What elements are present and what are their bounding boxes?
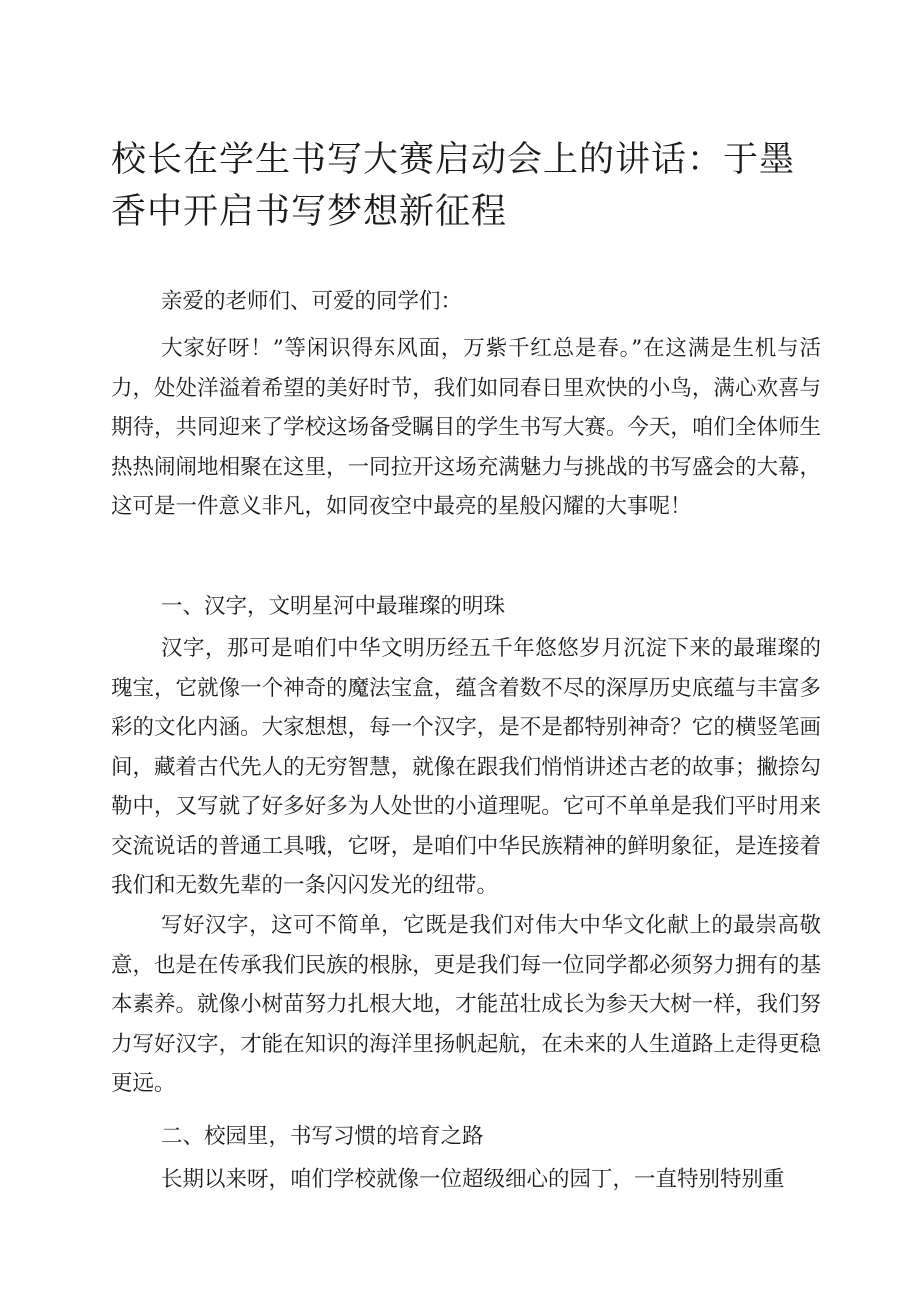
section-heading-2: 二、校园里，书写习惯的培育之路 bbox=[161, 1124, 484, 1149]
paragraph-campus: 长期以来呀，咱们学校就像一位超级细心的园丁，一直特别特别重 bbox=[161, 1167, 785, 1192]
greeting: 亲爱的老师们、可爱的同学们： bbox=[161, 289, 463, 314]
paragraph-hanzi: 汉字，那可是咱们中华文明历经五千年悠悠岁月沉淀下来的最璀璨的瑰宝，它就像一个神奇的魔法宝盒，蕴含着数不尽的深厚历史底蕴与丰富多彩的文化内涵。大家想想，每一个汉字，是不是都特别神奇？它的横竖笔画间，藏着古代先人的无穷智慧，就像在跟我们悄悄讲述古老的故事；撇捺勾勒中，又写就了好多好多为人处世的小道理呢。它可不单单是我们平时用来交流说话的普通工具哦，它呀，是咱们中华民族精神的鲜明象征，是连接着我们和无数先辈的一条闪闪发光的纽带。 bbox=[111, 636, 821, 898]
document-title: 校长在学生书写大赛启动会上的讲话：于墨香中开启书写梦想新征程 bbox=[111, 140, 796, 232]
paragraph-intro: 大家好呀！”等闲识得东风面，万紫千红总是春。”在这满是生机与活力，处处洋溢着希望的美好时节，我们如同春日里欢快的小鸟，满心欢喜与期待，共同迎来了学校这场备受瞩目的学生书写大赛。今天，咱们全体师生热热闹闹地相聚在这里，一同拉开这场充满魅力与挑战的书写盛会的大幕，这可是一件意义非凡，如同夜空中最亮的星般闪耀的大事呢！ bbox=[111, 336, 821, 519]
paragraph-writing-well: 写好汉字，这可不简单，它既是我们对伟大中华文化献上的最崇高敬意，也是在传承我们民族的根脉，更是我们每一位同学都必须努力拥有的基本素养。就像小树苗努力扎根大地，才能茁壮成长为参天大树一样，我们努力写好汉字，才能在知识的海洋里扬帆起航，在未来的人生道路上走得更稳更远。 bbox=[111, 913, 821, 1096]
section-heading-1: 一、汉字，文明星河中最璀璨的明珠 bbox=[161, 594, 506, 619]
